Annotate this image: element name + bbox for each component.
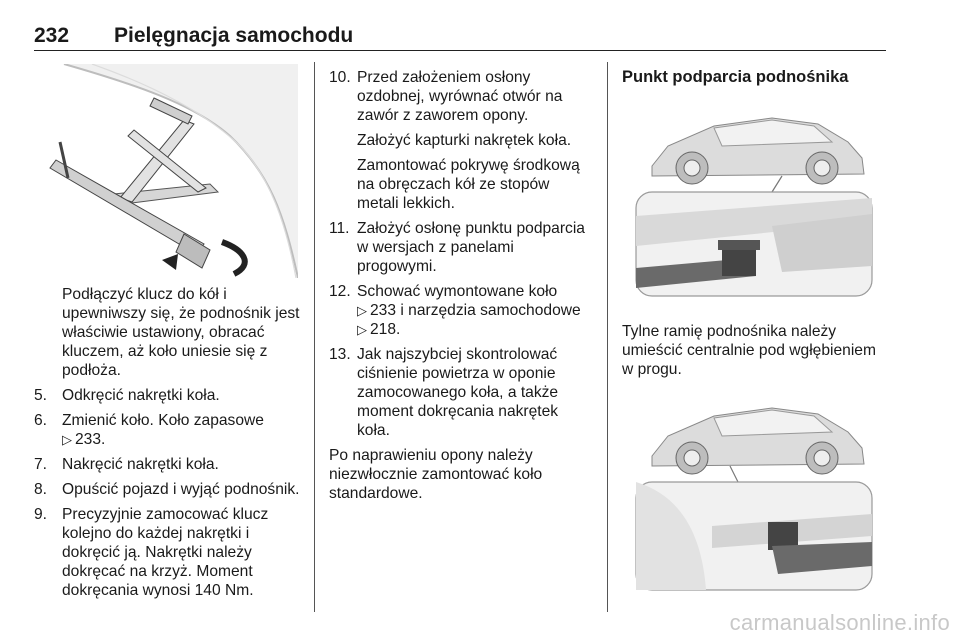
step-number: 12. [329, 283, 351, 300]
xref-arrow-icon: ▷ [62, 432, 72, 447]
intro-paragraph: Podłączyć klucz do kół i upewniwszy się, że podnośnik jest właściwie ustawiony, obracać kluczem, aż koło uniesie się z podłoża. [62, 286, 300, 379]
jack-crank-illustration [34, 64, 298, 278]
list-item-11 [329, 219, 591, 276]
step-text-suffix: . [396, 321, 401, 338]
step-number: 9. [34, 506, 48, 523]
watermark: carmanualsonline.info [729, 610, 950, 635]
list-item-7 [34, 455, 304, 474]
middle-column-text [329, 68, 591, 509]
section-title: Pielęgnacja samochodu [114, 24, 354, 47]
closing-paragraph: Po naprawieniu opony należy niezwłocznie zamontować koło standardowe. [329, 447, 543, 502]
step-text: Przed założeniem osłony ozdobnej, wyrównać otwór na zawór z zaworem opony. [357, 69, 563, 124]
section-heading: Punkt podparcia podnośnika [622, 68, 849, 86]
middle-steps-list [329, 68, 591, 440]
step-text: Nakręcić nakrętki koła. [62, 456, 219, 473]
step-number: 10. [329, 69, 351, 86]
step-number: 13. [329, 346, 351, 363]
header-rule [34, 50, 886, 51]
step-text: Odkręcić nakrętki koła. [62, 387, 220, 404]
ref-page: 233 [370, 302, 397, 319]
step-text-suffix: . [101, 431, 106, 448]
page-number: 232 [34, 24, 70, 47]
right-column-text [622, 322, 888, 385]
page-reference[interactable] [357, 321, 396, 338]
step-number: 6. [34, 412, 48, 429]
xref-arrow-icon: ▷ [357, 322, 367, 337]
list-item-10 [329, 68, 591, 213]
left-column-text [34, 285, 304, 606]
list-item-13 [329, 345, 591, 440]
left-steps-list [34, 386, 304, 600]
page-reference[interactable] [62, 431, 101, 448]
step-text-mid: i narzędzia samochodowe [400, 302, 581, 319]
step-number: 8. [34, 481, 48, 498]
rear-jack-point-illustration [622, 386, 886, 594]
step-number: 11. [329, 220, 350, 237]
list-item-5 [34, 386, 304, 405]
right-column-heading-wrap [622, 68, 888, 87]
list-item-8 [34, 480, 304, 499]
column-divider-left [314, 62, 315, 612]
page-header [34, 24, 886, 50]
step-text: Założyć kapturki nakrętek koła. [357, 132, 572, 149]
step-text-main: Schować wymontowane koło [357, 283, 558, 300]
column-divider-right [607, 62, 608, 612]
step-number: 7. [34, 456, 48, 473]
step-text: Opuścić pojazd i wyjąć podnośnik. [62, 481, 300, 498]
front-jack-point-illustration [622, 96, 886, 300]
step-text: Jak najszybciej skontrolować ciśnienie powietrza w oponie zamocowanego koła, a także moment dokręcania nakrętek koła. [357, 346, 559, 439]
step-number: 5. [34, 387, 48, 404]
list-item-6 [34, 411, 304, 449]
page-reference[interactable] [357, 302, 396, 319]
step-text [357, 282, 591, 339]
step-text: Zamontować pokrywę środkową na obręczach kół ze stopów metali lekkich. [357, 157, 580, 212]
step-text: Założyć osłonę punktu podparcia w wersjach z panelami progowymi. [357, 220, 585, 275]
step-text: Precyzyjnie zamocować klucz kolejno do każdej nakrętki i dokręcić ją. Nakrętki należy dokręcać na krzyż. Moment dokręcania wynosi 140 Nm. [62, 506, 269, 599]
step-text-main: Zmienić koło. Koło zapasowe [62, 412, 264, 429]
jack-placement-paragraph: Tylne ramię podnośnika należy umieścić centralnie pod wgłębieniem w progu. [622, 323, 876, 378]
list-item-12 [329, 282, 591, 339]
list-item-9 [34, 505, 304, 600]
ref-page: 233 [75, 431, 102, 448]
step-text [62, 411, 304, 449]
ref-page: 218 [370, 321, 397, 338]
xref-arrow-icon: ▷ [357, 303, 367, 318]
